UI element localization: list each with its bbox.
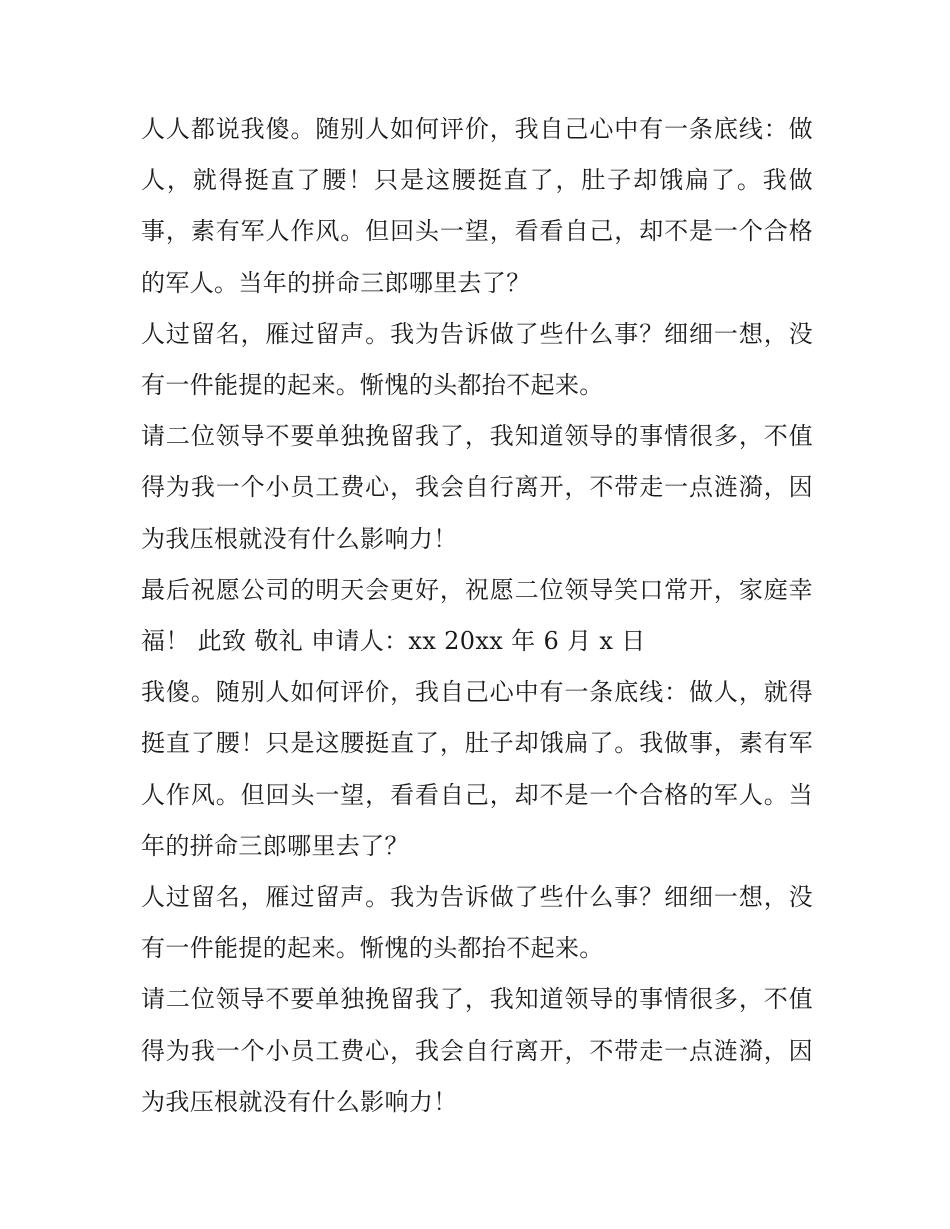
paragraph-2: 人过留名，雁过留声。我为告诉做了些什么事？细细一想，没有一件能提的起来。惭愧的头都抬不起来。 <box>141 319 813 400</box>
paragraph-4-closing: 最后祝愿公司的明天会更好，祝愿二位领导笑口常开，家庭幸福！ 此致 敬礼 申请人：xx 20xx 年 6 月 x 日 <box>141 575 813 656</box>
paragraph-6: 人过留名，雁过留声。我为告诉做了些什么事？细细一想，没有一件能提的起来。惭愧的头都抬不起来。 <box>141 883 813 963</box>
paragraph-7: 请二位领导不要单独挽留我了，我知道领导的事情很多，不值得为我一个小员工费心，我会自行离开，不带走一点涟漪，因为我压根就没有什么影响力！ <box>141 985 813 1116</box>
paragraph-5: 我傻。随别人如何评价，我自己心中有一条底线：做人，就得挺直了腰！只是这腰挺直了，肚子却饿扁了。我做事，素有军人作风。但回头一望，看看自己，却不是一个合格的军人。当年的拼命三郎哪里去了？ <box>141 678 813 860</box>
paragraph-3: 请二位领导不要单独挽留我了，我知道领导的事情很多，不值得为我一个小员工费心，我会自行离开，不带走一点涟漪，因为我压根就没有什么影响力！ <box>141 422 813 553</box>
document-body <box>141 104 813 1128</box>
paragraph-1: 人人都说我傻。随别人如何评价，我自己心中有一条底线：做人，就得挺直了腰！只是这腰挺直了，肚子却饿扁了。我做事，素有军人作风。但回头一望，看看自己，却不是一个合格的军人。当年的拼命三郎哪里去了？ <box>141 115 813 297</box>
